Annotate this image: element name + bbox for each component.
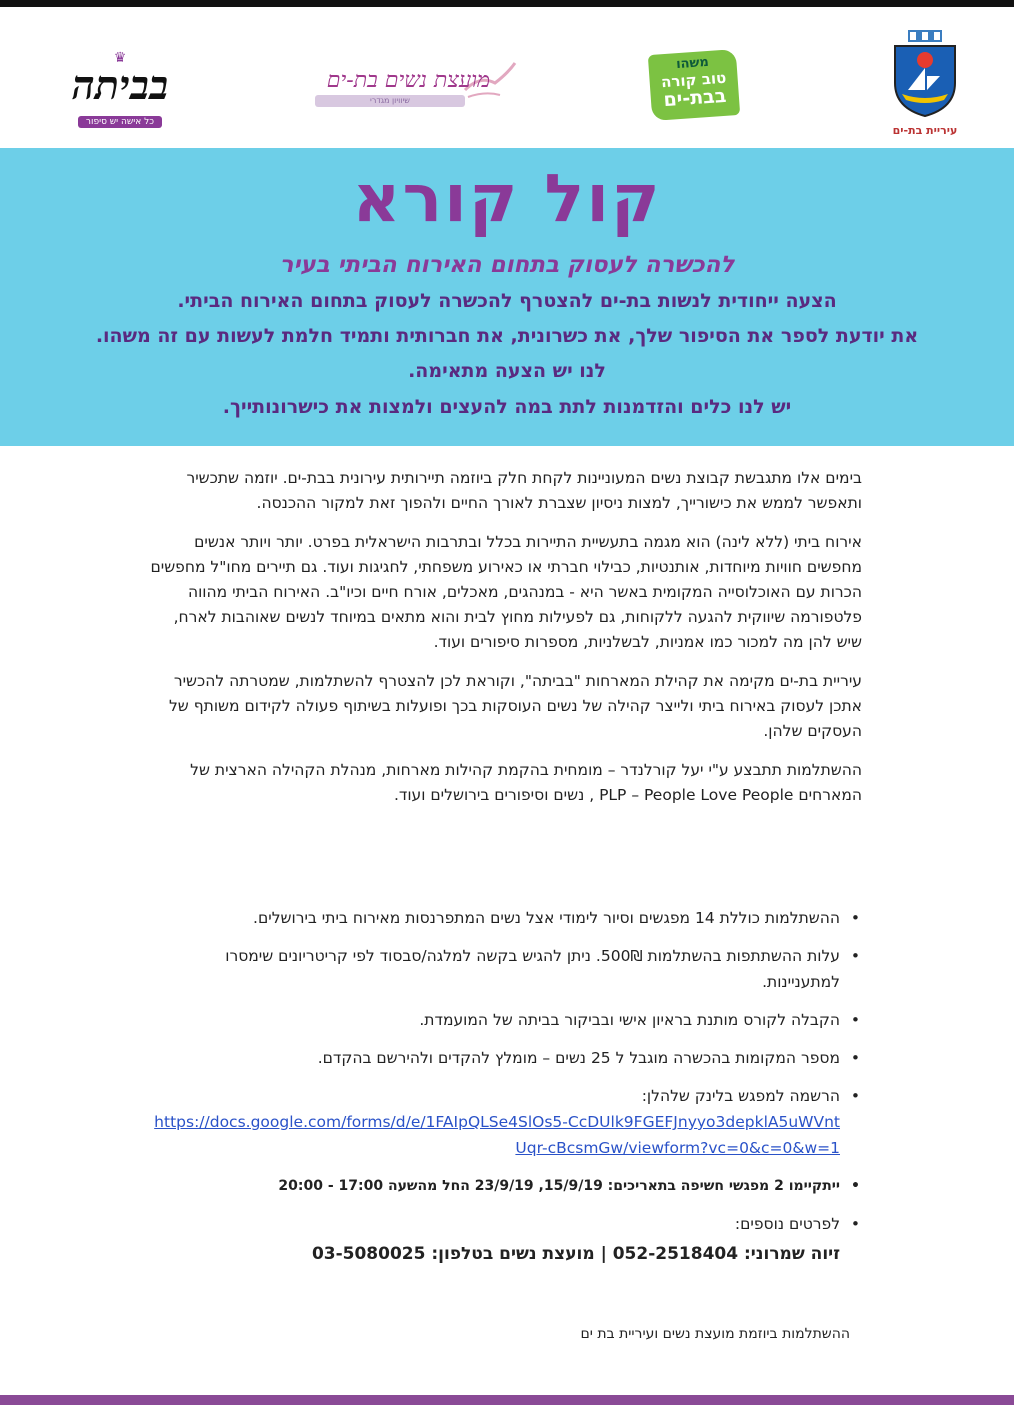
- tov-line-1: משהו: [675, 54, 710, 73]
- body-text: [150, 466, 862, 822]
- banner-line: לנו יש הצעה מתאימה.: [408, 360, 606, 382]
- registration-item: [150, 1083, 862, 1161]
- bat-yam-municipality-logo: [870, 28, 980, 138]
- registration-link[interactable]: https://docs.google.com/forms/d/e/1FAIpQLSe4SlOs5-CcDUlk9FGEFJnyyo3depklA5uWVntUqr-cBcsmGw/viewform?vc=0&c=0&w=1: [154, 1113, 840, 1157]
- tov-kore-logo: [648, 49, 740, 121]
- banner-line: את יודעת לספר את הסיפור שלך, את כשרונית, את חברותית ותמיד חלמת לעשות עם זה משהו.: [95, 325, 919, 347]
- council-name: מועצת נשים בת-ים: [326, 68, 490, 93]
- bat-yam-emblem-icon: [890, 28, 960, 118]
- top-border: [0, 0, 1014, 7]
- list-item: • ההשתלמות כוללת 14 מפגשים וסיור לימודי אצל נשים המתפרנסות מאירוח ביתי בירושלים.: [150, 905, 862, 931]
- bayta-tagline: כל אישה יש סיפור: [78, 116, 162, 128]
- banner-line: יש לנו כלים והזדמנות לתת במה להעצים ולמצות את כישרונותייך.: [222, 396, 792, 418]
- list-item: • עלות ההשתתפות בהשתלמות 500₪. ניתן להגיש בקשה למלגה/סבסוד לפי קריטריונים שימסרו למתעניינות.: [150, 943, 862, 995]
- header-banner: [0, 148, 1014, 446]
- bayta-logo: [45, 50, 195, 130]
- paragraph: אירוח ביתי (ללא לינה) הוא מגמה בתעשיית התיירות בכלל ובתרבות הישראלית בפרט. יותר ויותר אנשים מחפשים חוויות מיוחדות, אותנטיות, כבילוי חברתי או כאירוע משפחתי, לחגיגות ועוד. גם תיירים מחו"ל מחפשים הכרות עם האוכלוסייה המקומית באשר היא - במנהגים, מאכלים, אורח חיים וכיו"ב. האירוח הביתי מהווה פלטפורמה שיווקית להגעה ללקוחות, גם לפעילות מחוץ לבית והוא מתאים במיוחד לנשים שאוהבות לארח, שיש להן מה למכור כמו אמניות, לבשלניות, מספרות סיפורים ועוד.: [150, 533, 862, 651]
- paragraph: ההשתלמות תתבצע ע"י יעל קורלנדר – מומחית בהקמת קהילות מארחות, מנהלת הקהילה הארצית של המארחים PLP – People Love People , נשים וסיפורים בירושלים ועוד.: [190, 761, 862, 804]
- details-list: [150, 905, 862, 1267]
- list-item: • הקבלה לקורס מותנת בראיון אישי ובביקור בביתה של המועמדת.: [150, 1007, 862, 1033]
- list-item: • מספר המקומות בהכשרה מוגבל ל 25 נשים – מומלץ להקדים ולהירשם בהקדם.: [150, 1045, 862, 1071]
- page-title: קול קורא: [352, 160, 662, 237]
- paragraph: עיריית בת-ים מקימה את קהילת המארחות "בביתה", וקוראת לכן להצטרף להשתלמות, שמטרתה להכשיר אתכן לעסוק באירוח ביתי ולייצר קהילה של נשים העוסקות בכך ופועלות בשיתוף פעולה לקידום משותף של העסקים שלהן.: [169, 672, 862, 740]
- footer-note: ההשתלמות ביוזמת מועצת נשים ועיריית בת ים: [580, 1326, 850, 1342]
- banner-line: הצעה ייחודית לנשות בת-ים להצטרף להכשרה לעסוק בתחום האירוח הביתי.: [177, 290, 837, 312]
- bat-yam-caption: עיריית בת-ים: [892, 124, 958, 137]
- crown-icon: ♛: [113, 50, 127, 66]
- council-subtitle: שיוויון מגדרי: [315, 95, 465, 107]
- sessions-item: • ייתקיימו 2 מפגשי חשיפה בתאריכים: 15/9/19, 23/9/19 החל מהשעה 17:00 - 20:00: [150, 1173, 862, 1199]
- page-subtitle: להכשרה לעסוק בתחום האירוח הביתי בעיר: [279, 252, 735, 278]
- details-label: • לפרטים נוספים:: [150, 1211, 862, 1237]
- paragraph: בימים אלו מתגבשת קבוצת נשים המעוניינות לקחת חלק ביוזמה תיירותית עירונית בבת-ים. יוזמה שתכשיר ותאפשר לממש את כישורייך, למצות ניסיון שצברת לאורך החיים ולהפוך זאת למקור ההכנסה.: [186, 469, 862, 512]
- bottom-border: [0, 1395, 1014, 1405]
- registration-label: • הרשמה למפגש בלינק שלהלן:: [641, 1087, 840, 1105]
- tov-line-2: טוב קורה: [660, 68, 727, 92]
- bayta-word: בביתה: [71, 62, 169, 109]
- contact-info: זיוה שמרוני: 052-2518404 | מועצת נשים בטלפון: 03-5080025: [311, 1244, 840, 1264]
- women-council-logo: [290, 55, 520, 115]
- tov-line-3: בבת-ים: [662, 84, 728, 112]
